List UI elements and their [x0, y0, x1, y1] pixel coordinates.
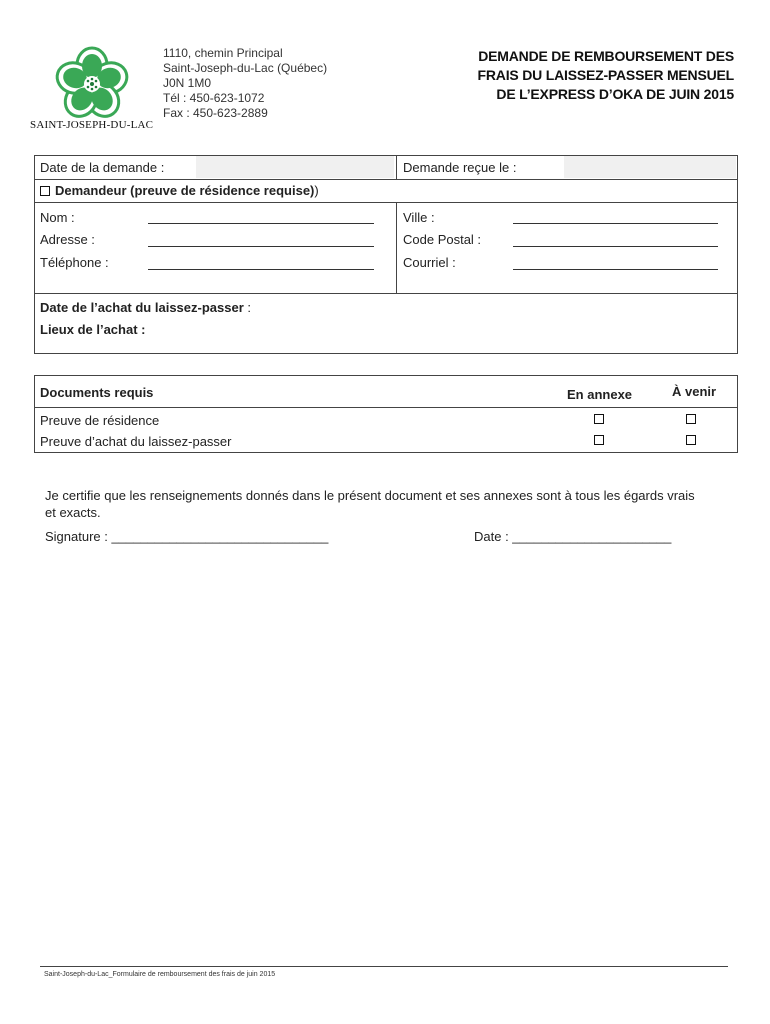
residence-venir-checkbox[interactable]	[686, 414, 696, 424]
courriel-label: Courriel :	[403, 255, 456, 270]
certification-line: Je certifie que les renseignements donnés dans le présent document et ses annexes sont à tous les égards vrais	[45, 488, 695, 503]
lieux-achat-label: Lieux de l’achat :	[40, 322, 146, 337]
doc-row-achat: Preuve d’achat du laissez-passer	[40, 434, 232, 449]
adresse-field[interactable]	[148, 246, 374, 247]
ville-label: Ville :	[403, 210, 435, 225]
telephone-field[interactable]	[148, 269, 374, 270]
address-line: 1110, chemin Principal	[163, 46, 283, 60]
footer-text: Saint-Joseph-du-Lac_Formulaire de remboursement des frais de juin 2015	[44, 971, 276, 978]
col-en-annexe: En annexe	[567, 387, 633, 402]
address-line: Tél : 450-623-1072	[163, 91, 265, 105]
code-postal-field[interactable]	[513, 246, 718, 247]
documents-header: Documents requis	[40, 385, 154, 400]
signature-date-field[interactable]: Date : ______________________	[474, 529, 672, 544]
address-line: Saint-Joseph-du-Lac (Québec)	[163, 61, 328, 75]
certification-line: et exacts.	[45, 505, 101, 520]
footer-divider	[40, 966, 728, 967]
col-a-venir: À venir	[672, 384, 717, 399]
address-line: J0N 1M0	[163, 76, 212, 90]
courriel-field[interactable]	[513, 269, 718, 270]
achat-date-label: Date de l’achat du laissez-passer :	[40, 300, 251, 315]
ville-field[interactable]	[513, 223, 718, 224]
municipal-address	[163, 46, 327, 121]
date-demande-label: Date de la demande :	[40, 160, 165, 175]
doc-row-residence: Preuve de résidence	[40, 413, 160, 428]
telephone-label: Téléphone :	[40, 255, 109, 270]
demande-recue-field[interactable]	[564, 156, 736, 178]
title-line: DEMANDE DE REMBOURSEMENT DES	[478, 48, 734, 64]
title-line: DE L’EXPRESS D’OKA DE JUIN 2015	[496, 86, 734, 102]
date-demande-field[interactable]	[196, 156, 394, 178]
nom-field[interactable]	[148, 223, 374, 224]
code-postal-label: Code Postal :	[403, 232, 482, 247]
demandeur-label: Demandeur (preuve de résidence requise))	[55, 183, 319, 198]
demande-recue-label: Demande reçue le :	[403, 160, 517, 175]
flower-logo-icon	[50, 44, 134, 124]
form-title	[462, 47, 734, 104]
demandeur-checkbox[interactable]	[40, 186, 50, 196]
achat-venir-checkbox[interactable]	[686, 435, 696, 445]
signature-field[interactable]: Signature : ______________________________	[45, 529, 329, 544]
title-line: FRAIS DU LAISSEZ-PASSER MENSUEL	[477, 67, 734, 83]
adresse-label: Adresse :	[40, 232, 95, 247]
achat-annexe-checkbox[interactable]	[594, 435, 604, 445]
address-line: Fax : 450-623-2889	[163, 106, 268, 120]
logo-wordmark: SAINT-JOSEPH-DU-LAC	[30, 119, 154, 131]
nom-label: Nom :	[40, 210, 75, 225]
residence-annexe-checkbox[interactable]	[594, 414, 604, 424]
